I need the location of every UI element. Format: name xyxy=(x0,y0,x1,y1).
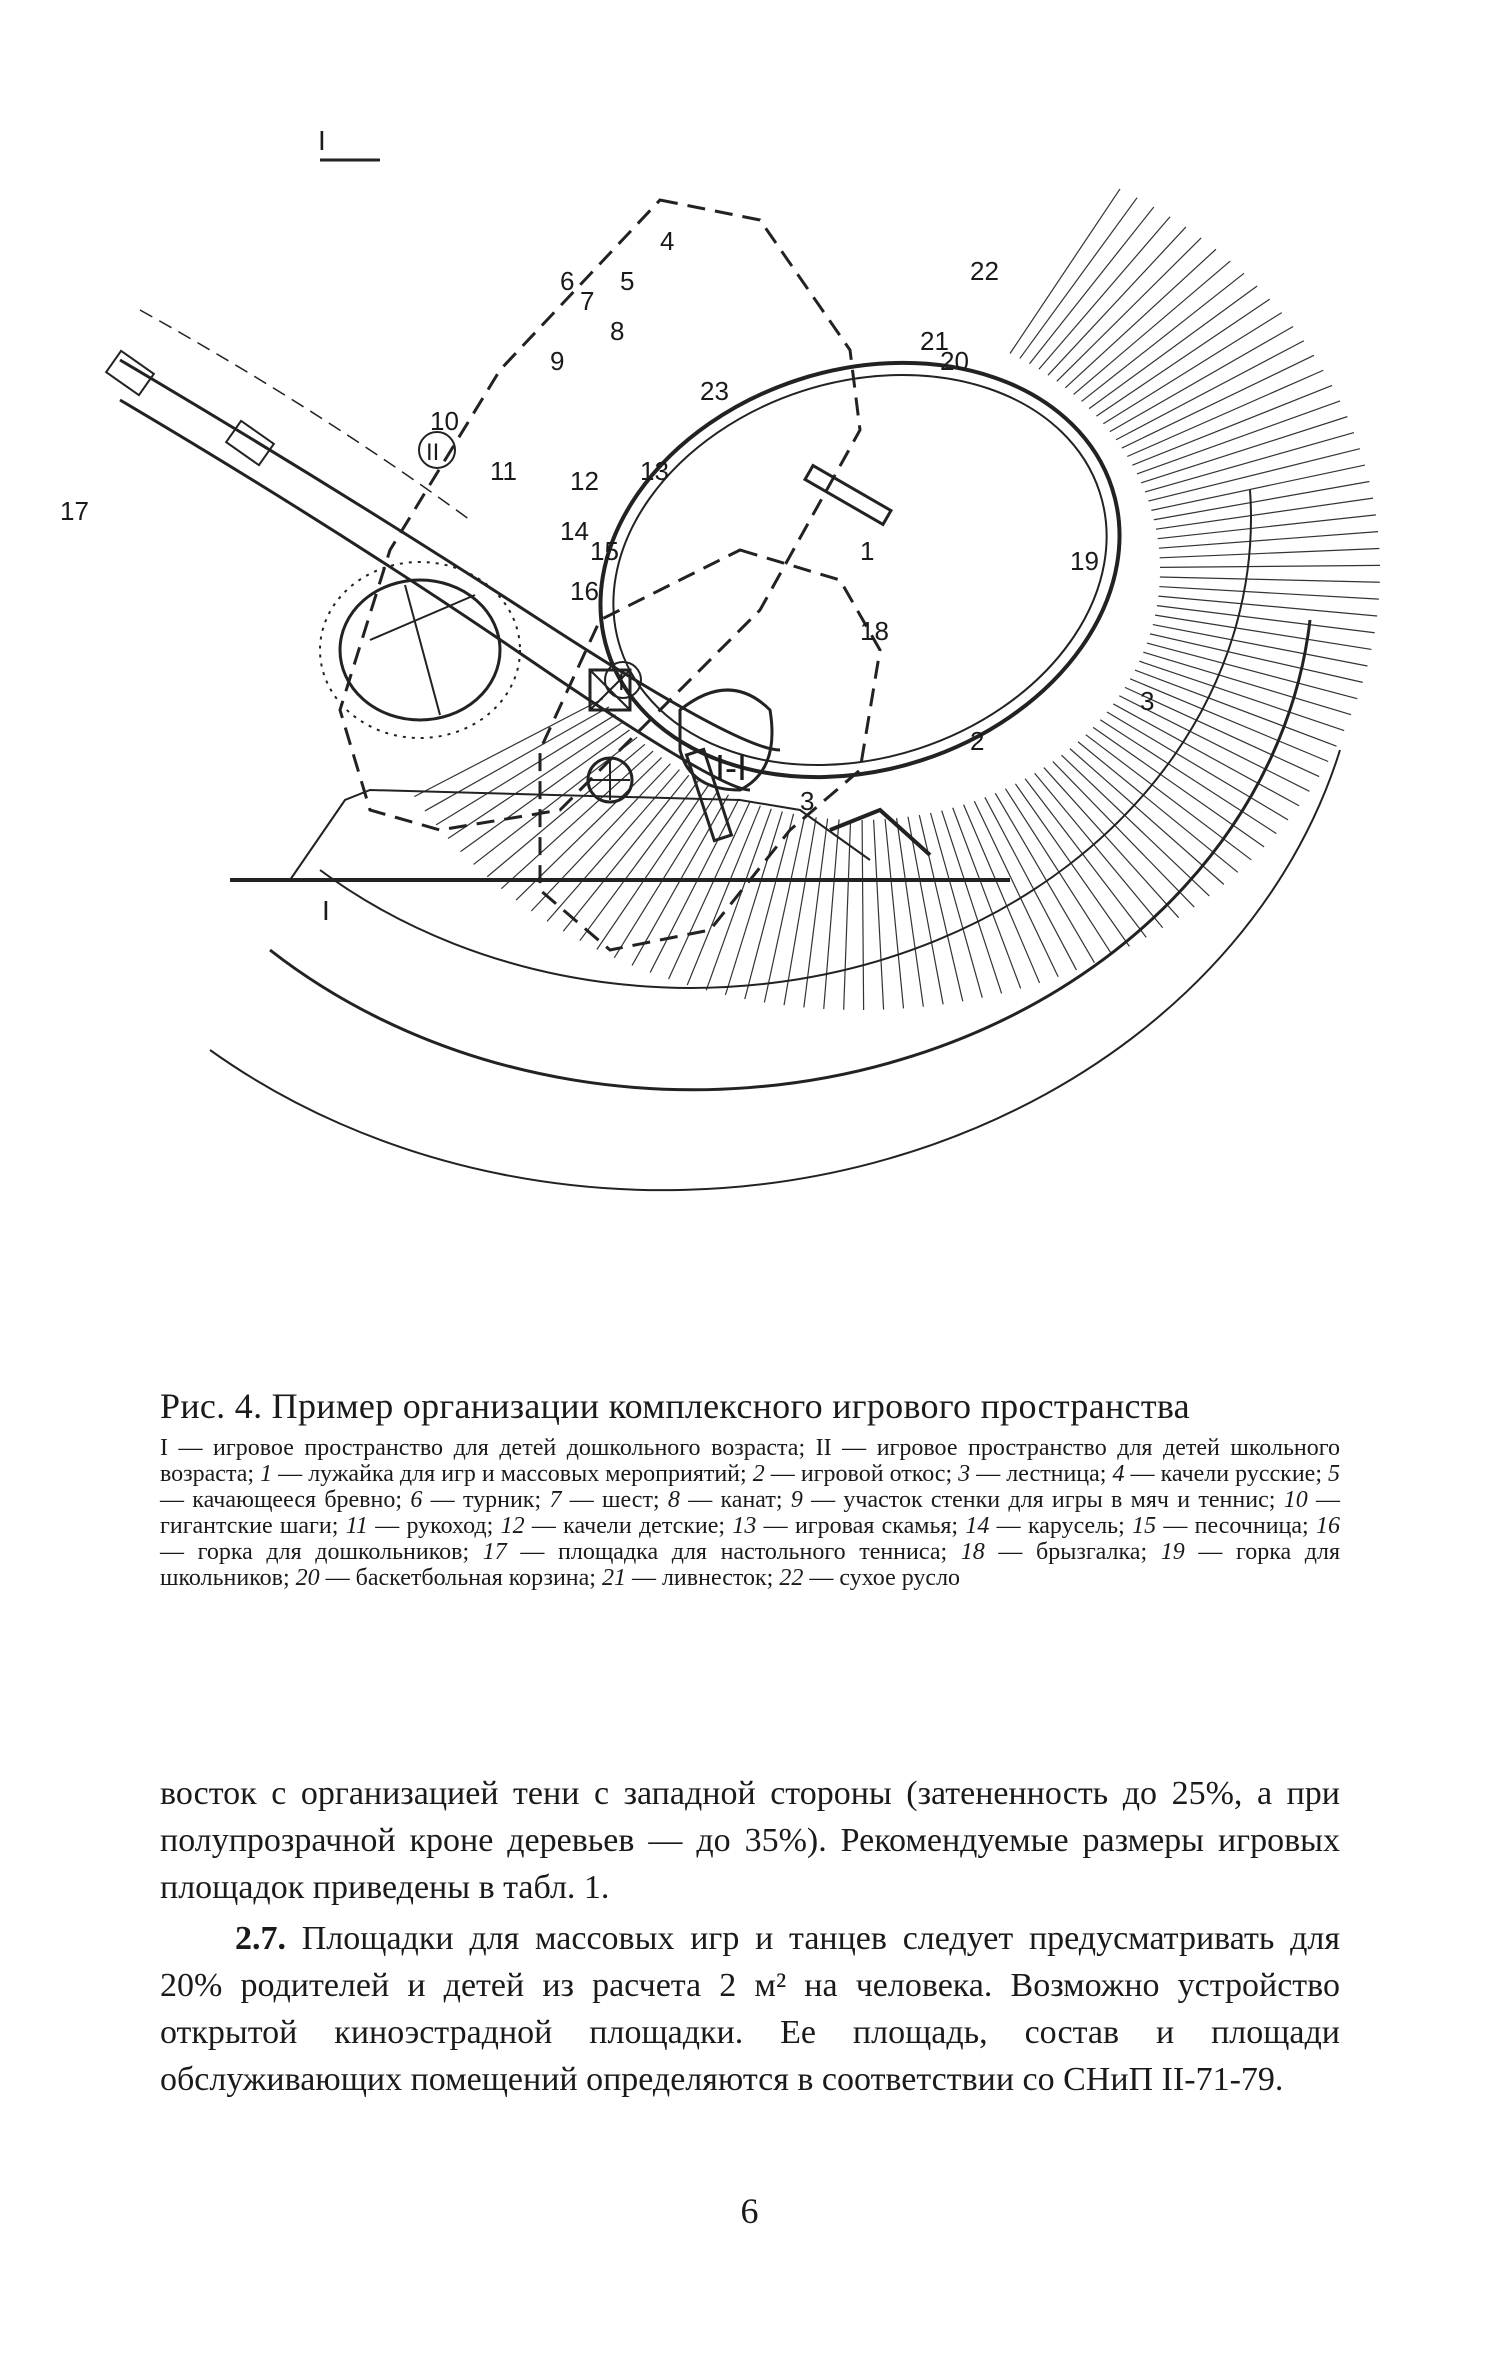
section-marker-top xyxy=(318,125,380,160)
figure-number-22: 22 xyxy=(970,256,999,286)
figure-number-3: 3 xyxy=(800,786,815,816)
slope-hatch-line xyxy=(1158,515,1376,539)
slope-hatch-line xyxy=(1135,670,1337,746)
legend-item-text: — игровая скамья; xyxy=(756,1513,966,1539)
slope-hatch-line xyxy=(1145,433,1354,492)
legend-item-text: — ливнесток; xyxy=(625,1565,780,1591)
figure-number-19: 19 xyxy=(1070,546,1099,576)
figure-number-8: 8 xyxy=(610,316,625,346)
legend-item-text: — сухое русло xyxy=(803,1565,961,1591)
slope-hatch-line xyxy=(487,744,645,876)
slope-hatch-line xyxy=(995,793,1094,963)
slope-hatch-line xyxy=(1155,615,1371,649)
slope-hatch-line xyxy=(1107,712,1288,820)
slope-hatch-line xyxy=(844,820,851,1010)
figure-number-6: 6 xyxy=(560,266,575,296)
slope-hatch-line xyxy=(1082,273,1244,401)
slope-hatch-line xyxy=(985,797,1077,970)
slope-hatching xyxy=(414,189,1380,1010)
legend-item-number: 21 xyxy=(601,1565,626,1591)
slope-hatch-line xyxy=(706,809,771,991)
figure-number-21: 21 xyxy=(920,326,949,356)
figure-number-7: 7 xyxy=(580,286,595,316)
legend-item-text: — горка для дошкольников; xyxy=(160,1539,483,1565)
slope-hatch-line xyxy=(725,811,782,995)
legend-item-text: — брызгалка; xyxy=(984,1539,1161,1565)
legend-item-number: 12 xyxy=(500,1513,525,1539)
legend-item-text: — качели детские; xyxy=(524,1513,733,1539)
slope-hatch-line xyxy=(1020,198,1137,359)
slope-hatch-line xyxy=(1157,606,1375,633)
figure-number-17: 17 xyxy=(60,496,89,526)
legend-item-number: 9 xyxy=(790,1487,803,1513)
svg-text:I: I xyxy=(618,669,625,696)
slope-hatch-line xyxy=(1143,652,1351,714)
legend-item-number: 7 xyxy=(549,1487,562,1513)
site-plan-figure xyxy=(60,125,1360,1360)
legend-item-number: 11 xyxy=(345,1513,368,1539)
legend-item-number: 13 xyxy=(732,1513,757,1539)
slope-hatch-line xyxy=(1137,401,1340,474)
legend-zones: I — игровое пространство для детей дошкольного возраста; II — игровое пространство для детей школьного возраста; xyxy=(160,1435,1340,1487)
slope-hatch-line xyxy=(414,699,603,797)
slope-hatch-line xyxy=(650,799,739,973)
slope-hatch-line xyxy=(1070,749,1224,885)
slope-hatch-line xyxy=(1160,577,1380,582)
legend-item-number: 8 xyxy=(667,1487,680,1513)
slope-hatch-line xyxy=(1153,625,1368,666)
section-title: I-I xyxy=(715,747,747,788)
legend-item-text: — баскетбольная корзина; xyxy=(319,1565,602,1591)
figure-number-11: 11 xyxy=(490,456,517,486)
slope-hatch-line xyxy=(764,816,804,1003)
figure-number-5: 5 xyxy=(620,266,635,296)
slope-hatch-line xyxy=(919,815,962,1001)
legend-item-text: — качающееся бревно; xyxy=(160,1487,411,1513)
slope-hatch-line xyxy=(1147,643,1357,699)
legend-item-text: — карусель; xyxy=(989,1513,1133,1539)
figure-number-2: 2 xyxy=(970,726,985,756)
legend-item-number: 16 xyxy=(1316,1513,1340,1539)
legend-item-number: 10 xyxy=(1283,1487,1308,1513)
figure-number-3: 3 xyxy=(1140,686,1155,716)
body-text xyxy=(160,1770,1340,2103)
figure-number-4: 4 xyxy=(660,226,675,256)
svg-text:I: I xyxy=(318,125,326,156)
legend-item-number: 19 xyxy=(1160,1539,1185,1565)
legend-item-number: 18 xyxy=(960,1539,985,1565)
legend-item-number: 15 xyxy=(1132,1513,1157,1539)
legend-item-number: 2 xyxy=(752,1461,765,1487)
slope-hatch-line xyxy=(1148,449,1359,501)
legend-item-text: — горка для школьников; xyxy=(160,1539,1341,1591)
slope-hatch-line xyxy=(1103,313,1281,424)
legend-item-text: — качели русские; xyxy=(1124,1461,1329,1487)
slope-hatch-line xyxy=(862,820,864,1010)
figure-number-20: 20 xyxy=(940,346,969,376)
legend-item-text: — лестница; xyxy=(970,1461,1113,1487)
slope-hatch-line xyxy=(1159,532,1378,549)
legend-item-number: 4 xyxy=(1112,1461,1125,1487)
legend-item-text: — канат; xyxy=(679,1487,791,1513)
legend-item-number: 3 xyxy=(958,1461,971,1487)
legend-item-number: 5 xyxy=(1328,1461,1341,1487)
figure-number-13: 13 xyxy=(640,456,669,486)
paragraph-1: восток с организацией тени с западной стороны (затененность до 25%, а при полупрозрачной кроне деревьев — до 35%). Рекомендуемые размеры игровых площадок приведены в табл. 1. xyxy=(160,1775,1340,1906)
legend-item-number: 14 xyxy=(965,1513,990,1539)
figure-number-18: 18 xyxy=(860,616,889,646)
figure-number-10: 10 xyxy=(430,406,459,436)
slope-hatch-line xyxy=(908,817,943,1005)
legend-item-text: — рукоход; xyxy=(367,1513,501,1539)
figure-number-14: 14 xyxy=(560,516,589,546)
svg-text:I: I xyxy=(322,895,330,926)
paragraph-2 xyxy=(160,1915,1340,2103)
legend-item-text: — лужайка для игр и массовых мероприятий; xyxy=(272,1461,753,1487)
legend-item-number: 17 xyxy=(482,1539,507,1565)
slope-hatch-line xyxy=(1035,773,1163,927)
svg-text:II: II xyxy=(426,439,440,466)
figure-number-12: 12 xyxy=(570,466,599,496)
clause-number: 2.7. xyxy=(235,1920,286,1957)
slope-hatch-line xyxy=(1160,565,1380,567)
outer-arc-lines xyxy=(210,490,1340,1190)
slope-hatch-line xyxy=(1159,587,1379,600)
slope-hatch-line xyxy=(687,806,760,985)
legend-item-text: — площадка для настольного тенниса; xyxy=(506,1539,961,1565)
figure-number-15: 15 xyxy=(590,536,619,566)
slope-hatch-line xyxy=(1127,370,1323,456)
page-number: 6 xyxy=(740,2191,759,2231)
slope-hatch-line xyxy=(804,819,828,1008)
figure-number-9: 9 xyxy=(550,346,565,376)
paragraph-2-text: Площадки для массовых игр и танцев следует предусматривать для 20% родителей и детей из расчета 2 м² на человека. Возможно устройство открытой киноэстрадной площадки. Ее площадь, состав и площади обслуживающих помещений определяются в соответствии со СНиП II-71-79. xyxy=(160,1920,1340,2098)
figure-number-23: 23 xyxy=(700,376,729,406)
legend-item-text: — участок стенки для игры в мяч и теннис; xyxy=(802,1487,1284,1513)
legend-item-text: — песочница; xyxy=(1156,1513,1316,1539)
slope-hatch-line xyxy=(824,819,839,1009)
slope-hatch-line xyxy=(1074,261,1231,394)
cross-section-profile xyxy=(230,790,1010,880)
zone-ii-boundary xyxy=(340,200,860,830)
legend-item-number: 22 xyxy=(779,1565,804,1591)
slope-hatch-line xyxy=(931,813,983,998)
slope-hatch-line xyxy=(436,715,615,825)
figure-caption-title: Рис. 4. Пример организации комплексного игрового пространства xyxy=(160,1386,1190,1426)
legend-item-text: — гигантские шаги; xyxy=(160,1487,1341,1539)
slope-hatch-line xyxy=(942,811,1002,994)
legend-item-text: — игровой откос; xyxy=(764,1461,959,1487)
slope-hatch-line xyxy=(874,820,884,1010)
slope-hatch-line xyxy=(1160,549,1380,558)
slope-hatch-line xyxy=(597,786,708,950)
legend-item-number: 6 xyxy=(410,1487,423,1513)
figure-number-1: 1 xyxy=(860,536,875,566)
figure-legend xyxy=(160,1435,1340,1591)
slope-hatch-line xyxy=(1116,341,1304,440)
slope-hatch-line xyxy=(1158,596,1377,616)
legend-item-text: — шест; xyxy=(561,1487,668,1513)
slope-hatch-line xyxy=(745,814,794,999)
legend-item-number: 20 xyxy=(295,1565,320,1591)
legend-item-text: — турник; xyxy=(422,1487,550,1513)
legend-item-number: 1 xyxy=(260,1461,273,1487)
figure-number-16: 16 xyxy=(570,576,599,606)
slope-hatch-line xyxy=(953,808,1021,989)
